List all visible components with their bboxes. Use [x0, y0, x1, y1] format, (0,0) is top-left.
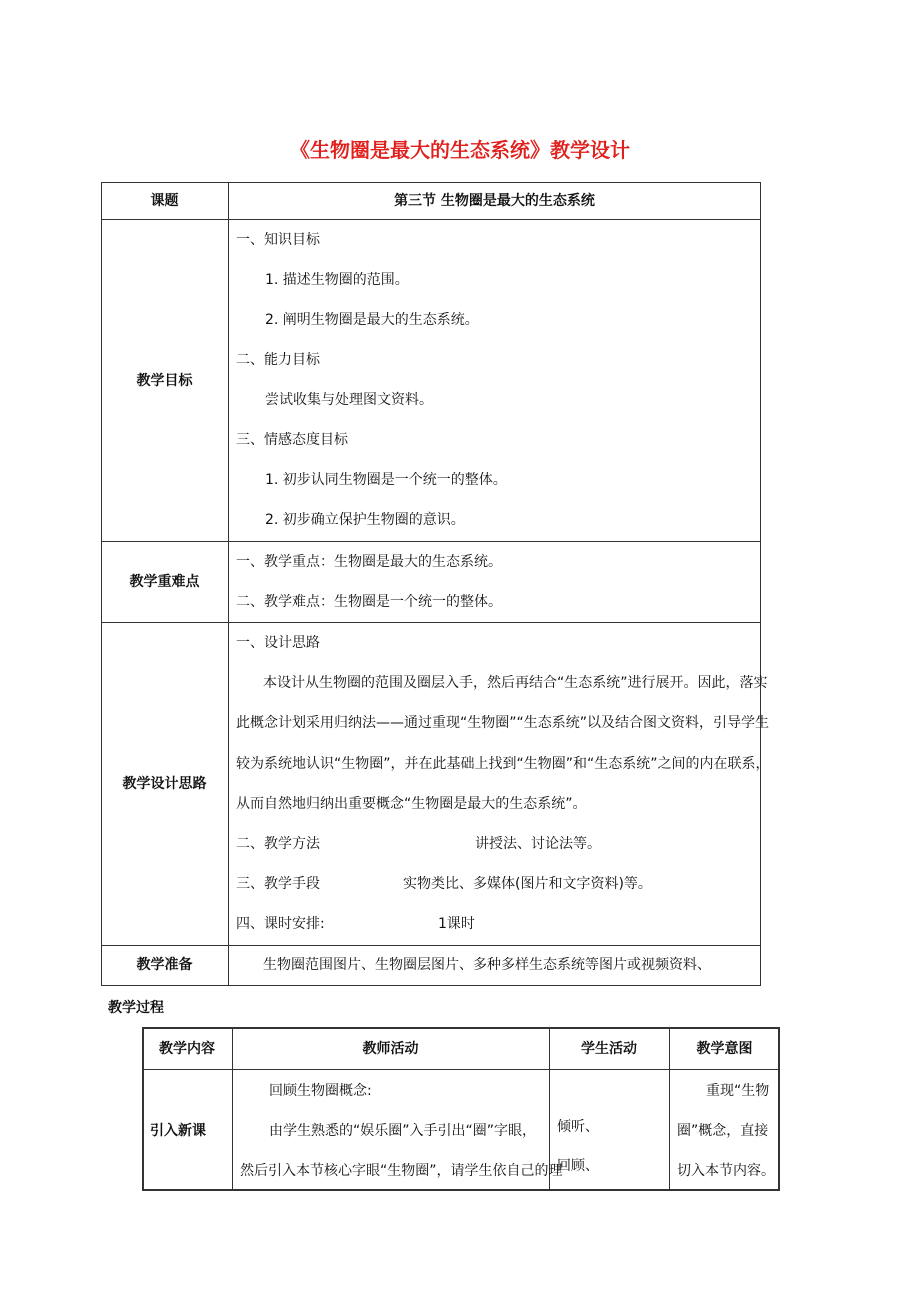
design-line: 此概念计划采用归纳法——通过重现“生物圈”“生态系统”以及结合图文资料，引导学生: [236, 715, 770, 731]
method-label: 二、教学方法: [236, 836, 320, 852]
topic-value: 第三节 生物圈是最大的生态系统: [394, 193, 595, 209]
row-divider: [101, 541, 761, 542]
document-title: 《生物圈是最大的生态系统》教学设计: [290, 138, 630, 162]
header-intent: 教学意图: [696, 1041, 753, 1057]
prep-value: 生物圈范围图片、生物圈层图片、多种多样生态系统等图片或视频资料、: [263, 957, 711, 973]
design-line: 较为系统地认识“生物圈”，并在此基础上找到“生物圈”和“生态系统”之间的内在联系，: [236, 756, 770, 772]
column-divider: [228, 182, 229, 986]
row-divider: [142, 1069, 780, 1070]
goal-line: 尝试收集与处理图文资料。: [265, 392, 433, 408]
row-content: 引入新课: [150, 1123, 206, 1139]
teacher-line: 回顾生物圈概念:: [269, 1083, 372, 1099]
header-student: 学生活动: [581, 1041, 637, 1057]
design-label: 教学设计思路: [122, 776, 207, 792]
hours-value: 1课时: [438, 916, 475, 932]
goal-line: 二、能力目标: [236, 352, 320, 368]
goal-line: 一、知识目标: [236, 232, 320, 248]
row-divider: [101, 219, 761, 220]
intent-line: 切入本节内容。: [677, 1163, 775, 1179]
goal-line: 1. 初步认同生物圈是一个统一的整体。: [265, 472, 507, 488]
design-line: 从而自然地归纳出重要概念“生物圈是最大的生态系统”。: [236, 796, 587, 812]
design-line: 本设计从生物圈的范围及圈层入手，然后再结合“生态系统”进行展开。因此，落实: [263, 675, 768, 691]
means-value: 实物类比、多媒体(图片和文字资料)等。: [403, 876, 652, 892]
process-heading: 教学过程: [108, 1000, 164, 1016]
goals-label: 教学目标: [136, 373, 193, 389]
goal-line: 1. 描述生物圈的范围。: [265, 272, 409, 288]
key-point-line: 二、教学难点：生物圈是一个统一的整体。: [236, 594, 502, 610]
key-points-label: 教学重难点: [129, 574, 200, 590]
teacher-line: 然后引入本节核心字眼“生物圈”，请学生依自己的理: [240, 1163, 563, 1179]
student-line: 倾听、: [557, 1119, 599, 1135]
prep-label: 教学准备: [136, 957, 193, 973]
design-line: 一、设计思路: [236, 635, 320, 651]
key-point-line: 一、教学重点：生物圈是最大的生态系统。: [236, 554, 502, 570]
student-line: 回顾、: [557, 1158, 599, 1174]
goal-line: 2. 初步确立保护生物圈的意识。: [265, 512, 465, 528]
goal-line: 2. 阐明生物圈是最大的生态系统。: [265, 312, 479, 328]
goal-line: 三、情感态度目标: [236, 432, 348, 448]
row-divider: [101, 622, 761, 623]
teacher-line: 由学生熟悉的“娱乐圈”入手引出“圈”字眼，: [269, 1123, 537, 1139]
header-content: 教学内容: [159, 1041, 215, 1057]
method-value: 讲授法、讨论法等。: [475, 836, 601, 852]
intent-line: 圈”概念，直接: [677, 1123, 769, 1139]
header-teacher: 教师活动: [362, 1041, 419, 1057]
hours-label: 四、课时安排:: [236, 916, 325, 932]
row-divider: [101, 945, 761, 946]
topic-label: 课题: [150, 193, 179, 209]
intent-line: 重现“生物: [706, 1083, 770, 1099]
means-label: 三、教学手段: [236, 876, 320, 892]
